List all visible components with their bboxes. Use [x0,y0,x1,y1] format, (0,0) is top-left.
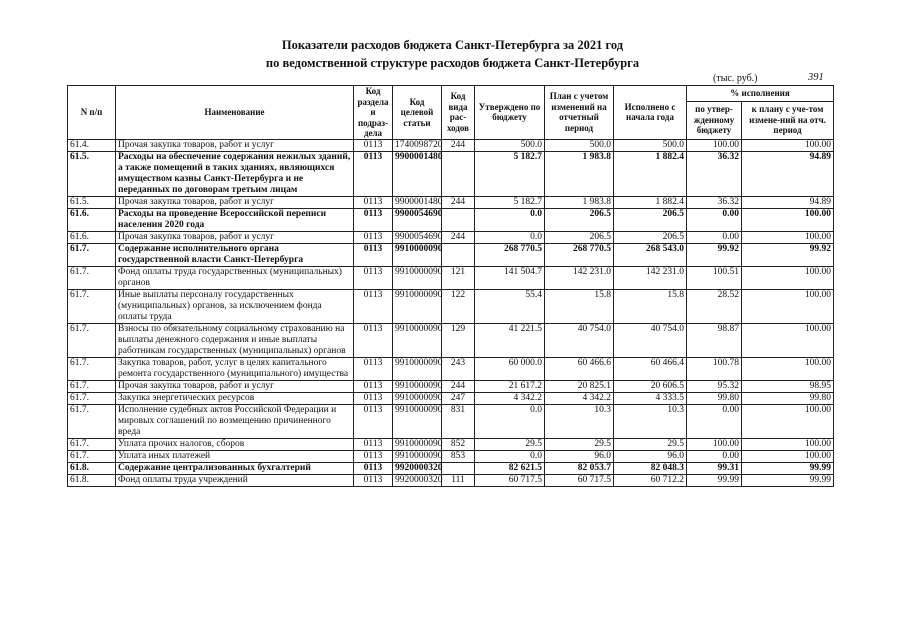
row-type-code [442,243,475,266]
row-approved: 82 621.5 [475,462,545,474]
row-plan: 20 825.1 [545,380,614,392]
row-approved: 60 000.0 [475,357,545,380]
row-pct-approved: 28.52 [687,289,742,323]
row-num: 61.7. [68,243,116,266]
row-target-code: 1740098720 [393,139,442,151]
row-pct-approved: 0.00 [687,231,742,243]
row-pct-plan: 100.00 [742,208,834,231]
row-target-code: 9910000090 [393,392,442,404]
row-name: Фонд оплаты труда государственных (муниципальных) органов [116,266,354,289]
row-plan: 500.0 [545,139,614,151]
row-plan: 15.8 [545,289,614,323]
row-pct-approved: 36.32 [687,151,742,196]
row-approved: 41 221.5 [475,323,545,357]
row-plan: 142 231.0 [545,266,614,289]
row-type-code: 247 [442,392,475,404]
row-section-code: 0113 [354,151,393,196]
row-target-code: 9900001480 [393,196,442,208]
row-executed: 15.8 [614,289,687,323]
table-row [68,208,834,231]
row-pct-approved: 100.00 [687,438,742,450]
table-row [68,404,834,438]
row-name: Уплата прочих налогов, сборов [116,438,354,450]
row-num: 61.8. [68,474,116,486]
table-row [68,450,834,462]
row-approved: 29.5 [475,438,545,450]
row-section-code: 0113 [354,196,393,208]
row-pct-plan: 94.89 [742,151,834,196]
row-target-code: 9910000090 [393,323,442,357]
header-executed: Исполнено с начала года [614,86,687,140]
row-approved: 0.0 [475,231,545,243]
row-name: Иные выплаты персоналу государственных (муниципальных) органов, за исключением фонда оплаты труда [116,289,354,323]
row-type-code: 121 [442,266,475,289]
row-executed: 1 882.4 [614,196,687,208]
row-pct-approved: 100.00 [687,139,742,151]
header-percent: % исполнения [687,86,834,102]
table-row [68,323,834,357]
row-target-code: 9910000090 [393,357,442,380]
row-pct-approved: 100.78 [687,357,742,380]
row-target-code: 9910000090 [393,266,442,289]
table-body [68,139,834,486]
row-plan: 4 342.2 [545,392,614,404]
row-pct-approved: 99.92 [687,243,742,266]
header-plan: План с учетом изменений на отчетный период [545,86,614,140]
header-target: Код целевой статьи [393,86,442,140]
header-section: Код раздела и подраз-дела [354,86,393,140]
row-section-code: 0113 [354,438,393,450]
row-target-code: 9900001480 [393,151,442,196]
units-label: (тыс. руб.) [713,73,758,84]
row-executed: 4 333.5 [614,392,687,404]
row-plan: 40 754.0 [545,323,614,357]
row-pct-approved: 99.80 [687,392,742,404]
row-pct-plan: 99.92 [742,243,834,266]
row-num: 61.7. [68,357,116,380]
header-name: Наименование [116,86,354,140]
row-pct-approved: 0.00 [687,404,742,438]
budget-table [67,85,834,487]
row-executed: 60 712.2 [614,474,687,486]
row-num: 61.7. [68,266,116,289]
row-pct-plan: 94.89 [742,196,834,208]
row-pct-approved: 36.32 [687,196,742,208]
row-plan: 82 053.7 [545,462,614,474]
table-row [68,231,834,243]
header-num: N п/п [68,86,116,140]
row-name: Содержание исполнительного органа государственной власти Санкт-Петербурга [116,243,354,266]
row-executed: 1 882.4 [614,151,687,196]
row-executed: 206.5 [614,231,687,243]
row-target-code: 9910000090 [393,438,442,450]
row-num: 61.6. [68,231,116,243]
row-num: 61.7. [68,404,116,438]
row-plan: 60 717.5 [545,474,614,486]
row-name: Расходы на обеспечение содержания нежилых зданий, а также помещений в таких зданиях, являющихся имуществом казны Санкт-Петербурга и не переданных по договорам третьим лицам [116,151,354,196]
row-target-code: 9920000320 [393,474,442,486]
row-name: Фонд оплаты труда учреждений [116,474,354,486]
row-target-code: 9900054690 [393,208,442,231]
row-name: Прочая закупка товаров, работ и услуг [116,231,354,243]
row-name: Закупка энергетических ресурсов [116,392,354,404]
row-name: Прочая закупка товаров, работ и услуг [116,380,354,392]
row-pct-approved: 100.51 [687,266,742,289]
row-plan: 206.5 [545,208,614,231]
row-executed: 500.0 [614,139,687,151]
row-executed: 142 231.0 [614,266,687,289]
row-section-code: 0113 [354,380,393,392]
report-title: Показатели расходов бюджета Санкт-Петербурга за 2021 год [281,38,624,52]
row-section-code: 0113 [354,450,393,462]
row-approved: 5 182.7 [475,196,545,208]
header-type: Код вида рас-ходов [442,86,475,140]
page-number: 391 [808,72,824,83]
row-name: Взносы по обязательному социальному страхованию на выплаты денежного содержания и иные выплаты работникам государственных (муниципальных) органов [116,323,354,357]
row-target-code: 9910000090 [393,289,442,323]
row-executed: 10.3 [614,404,687,438]
row-num: 61.4. [68,139,116,151]
row-pct-plan: 98.95 [742,380,834,392]
row-type-code [442,151,475,196]
row-type-code: 853 [442,450,475,462]
row-num: 61.7. [68,289,116,323]
row-plan: 10.3 [545,404,614,438]
row-section-code: 0113 [354,243,393,266]
table-row [68,438,834,450]
row-plan: 206.5 [545,231,614,243]
row-name: Уплата иных платежей [116,450,354,462]
row-section-code: 0113 [354,208,393,231]
row-name: Исполнение судебных актов Российской Федерации и мировых соглашений по возмещению причиненного вреда [116,404,354,438]
row-num: 61.7. [68,380,116,392]
row-type-code: 122 [442,289,475,323]
row-plan: 268 770.5 [545,243,614,266]
row-type-code [442,462,475,474]
row-num: 61.5. [68,151,116,196]
table-row [68,392,834,404]
header-approved: Утверждено по бюджету [475,86,545,140]
row-target-code: 9910000090 [393,404,442,438]
row-type-code: 852 [442,438,475,450]
row-approved: 268 770.5 [475,243,545,266]
row-plan: 1 983.8 [545,151,614,196]
row-pct-plan: 100.00 [742,438,834,450]
row-approved: 21 617.2 [475,380,545,392]
table-row [68,243,834,266]
row-num: 61.5. [68,196,116,208]
row-section-code: 0113 [354,462,393,474]
table-row [68,474,834,486]
table-row [68,380,834,392]
row-type-code [442,208,475,231]
row-pct-plan: 100.00 [742,266,834,289]
row-section-code: 0113 [354,231,393,243]
row-target-code: 9910000090 [393,243,442,266]
row-target-code: 9910000090 [393,380,442,392]
table-row [68,151,834,196]
row-executed: 20 606.5 [614,380,687,392]
row-approved: 500.0 [475,139,545,151]
row-approved: 4 342.2 [475,392,545,404]
row-target-code: 9900054690 [393,231,442,243]
row-pct-approved: 95.32 [687,380,742,392]
row-executed: 60 466.4 [614,357,687,380]
row-section-code: 0113 [354,266,393,289]
row-executed: 40 754.0 [614,323,687,357]
row-name: Расходы на проведение Всероссийской переписи населения 2020 года [116,208,354,231]
row-pct-plan: 100.00 [742,357,834,380]
row-pct-approved: 0.00 [687,208,742,231]
table-row [68,289,834,323]
row-target-code: 9910000090 [393,450,442,462]
table-row [68,462,834,474]
row-type-code: 244 [442,196,475,208]
row-plan: 1 983.8 [545,196,614,208]
row-num: 61.7. [68,392,116,404]
row-plan: 96.0 [545,450,614,462]
table-row [68,357,834,380]
row-pct-plan: 100.00 [742,231,834,243]
row-approved: 0.0 [475,208,545,231]
row-approved: 0.0 [475,450,545,462]
row-type-code: 244 [442,139,475,151]
row-approved: 5 182.7 [475,151,545,196]
row-approved: 0.0 [475,404,545,438]
row-executed: 29.5 [614,438,687,450]
row-pct-approved: 99.31 [687,462,742,474]
header-pct-approved: по утвер-жденному бюджету [687,101,742,139]
row-approved: 141 504.7 [475,266,545,289]
row-type-code: 244 [442,231,475,243]
row-pct-plan: 100.00 [742,404,834,438]
row-pct-plan: 99.99 [742,462,834,474]
row-target-code: 9920000320 [393,462,442,474]
table-row [68,196,834,208]
row-section-code: 0113 [354,323,393,357]
row-pct-plan: 100.00 [742,289,834,323]
row-executed: 82 048.3 [614,462,687,474]
row-type-code: 129 [442,323,475,357]
row-pct-plan: 99.80 [742,392,834,404]
row-section-code: 0113 [354,139,393,151]
header-pct-plan: к плану с уче-том измене-ний на отч. период [742,101,834,139]
row-section-code: 0113 [354,357,393,380]
row-name: Содержание централизованных бухгалтерий [116,462,354,474]
row-pct-plan: 100.00 [742,450,834,462]
row-num: 61.8. [68,462,116,474]
row-pct-plan: 99.99 [742,474,834,486]
report-subtitle: по ведомственной структуре расходов бюджета Санкт-Петербурга [265,56,640,70]
row-section-code: 0113 [354,474,393,486]
row-pct-approved: 99.99 [687,474,742,486]
table-row [68,266,834,289]
row-section-code: 0113 [354,404,393,438]
row-num: 61.7. [68,323,116,357]
row-plan: 29.5 [545,438,614,450]
row-section-code: 0113 [354,289,393,323]
row-pct-plan: 100.00 [742,139,834,151]
table-row [68,139,834,151]
row-executed: 268 543.0 [614,243,687,266]
row-pct-plan: 100.00 [742,323,834,357]
row-name: Прочая закупка товаров, работ и услуг [116,196,354,208]
row-executed: 206.5 [614,208,687,231]
row-pct-approved: 98.87 [687,323,742,357]
row-name: Прочая закупка товаров, работ и услуг [116,139,354,151]
row-pct-approved: 0.00 [687,450,742,462]
row-type-code: 111 [442,474,475,486]
row-type-code: 243 [442,357,475,380]
row-type-code: 831 [442,404,475,438]
row-plan: 60 466.6 [545,357,614,380]
row-approved: 55.4 [475,289,545,323]
row-num: 61.7. [68,450,116,462]
row-section-code: 0113 [354,392,393,404]
row-type-code: 244 [442,380,475,392]
row-name: Закупка товаров, работ, услуг в целях капитального ремонта государственного (муниципального) имущества [116,357,354,380]
row-executed: 96.0 [614,450,687,462]
row-num: 61.7. [68,438,116,450]
row-approved: 60 717.5 [475,474,545,486]
row-num: 61.6. [68,208,116,231]
